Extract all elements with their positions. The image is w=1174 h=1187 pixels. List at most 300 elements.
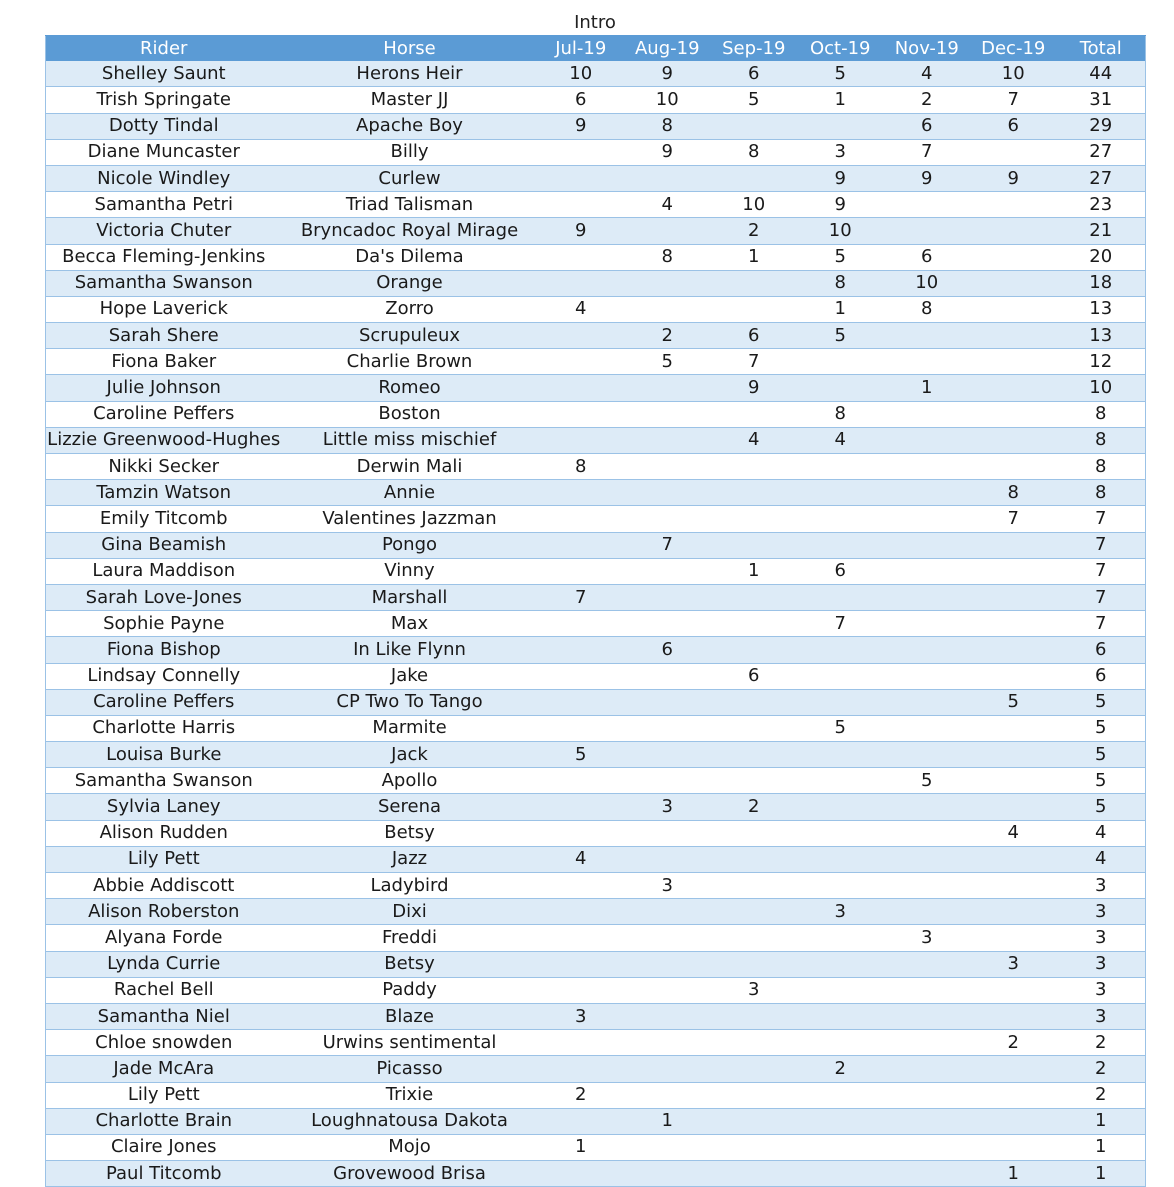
total-cell: 5 — [1057, 715, 1146, 741]
table-row — [46, 192, 1146, 218]
table-row — [46, 742, 1146, 768]
oct-19-cell — [797, 951, 884, 977]
total-cell: 6 — [1057, 637, 1146, 663]
horse-cell: Picasso — [282, 1056, 538, 1082]
sep-19-cell — [711, 1056, 798, 1082]
jul-19-cell — [538, 611, 625, 637]
aug-19-cell — [624, 1056, 711, 1082]
horse-cell: Vinny — [282, 558, 538, 584]
rider-cell: Sophie Payne — [46, 611, 282, 637]
dec-19-cell: 4 — [970, 820, 1057, 846]
jul-19-cell — [538, 637, 625, 663]
table-row — [46, 454, 1146, 480]
table-row — [46, 506, 1146, 532]
sep-19-cell: 4 — [711, 427, 798, 453]
table-row — [46, 480, 1146, 506]
nov-19-cell — [884, 480, 971, 506]
aug-19-cell: 6 — [624, 637, 711, 663]
nov-19-cell — [884, 323, 971, 349]
dec-19-cell — [970, 899, 1057, 925]
oct-19-cell — [797, 375, 884, 401]
sep-19-cell — [711, 1030, 798, 1056]
jul-19-cell — [538, 401, 625, 427]
nov-19-cell — [884, 794, 971, 820]
sep-19-cell — [711, 1003, 798, 1029]
nov-19-cell — [884, 1082, 971, 1108]
oct-19-cell: 6 — [797, 558, 884, 584]
rider-cell: Shelley Saunt — [46, 61, 282, 87]
nov-19-cell — [884, 820, 971, 846]
table-row — [46, 87, 1146, 113]
table-body — [46, 61, 1146, 1187]
total-cell: 27 — [1057, 165, 1146, 191]
oct-19-cell: 5 — [797, 244, 884, 270]
dec-19-cell — [970, 584, 1057, 610]
rider-cell: Gina Beamish — [46, 532, 282, 558]
table-row — [46, 637, 1146, 663]
total-cell: 12 — [1057, 349, 1146, 375]
nov-19-cell — [884, 977, 971, 1003]
aug-19-cell — [624, 480, 711, 506]
aug-19-cell — [624, 375, 711, 401]
nov-19-cell — [884, 558, 971, 584]
nov-19-cell — [884, 1003, 971, 1029]
sep-19-cell: 3 — [711, 977, 798, 1003]
rider-cell: Tamzin Watson — [46, 480, 282, 506]
oct-19-cell — [797, 480, 884, 506]
sep-19-cell — [711, 768, 798, 794]
total-cell: 5 — [1057, 794, 1146, 820]
oct-19-cell — [797, 506, 884, 532]
total-cell: 5 — [1057, 742, 1146, 768]
jul-19-cell — [538, 1161, 625, 1187]
sep-19-cell: 6 — [711, 323, 798, 349]
dec-19-cell — [970, 244, 1057, 270]
sep-19-cell — [711, 1161, 798, 1187]
total-cell: 4 — [1057, 846, 1146, 872]
aug-19-cell — [624, 663, 711, 689]
oct-19-cell — [797, 584, 884, 610]
horse-cell: Derwin Mali — [282, 454, 538, 480]
nov-19-cell — [884, 873, 971, 899]
nov-19-cell — [884, 846, 971, 872]
table-title: Intro — [574, 12, 616, 33]
sep-19-cell — [711, 689, 798, 715]
aug-19-cell — [624, 1134, 711, 1160]
aug-19-cell: 1 — [624, 1108, 711, 1134]
table-row — [46, 427, 1146, 453]
dec-19-cell — [970, 139, 1057, 165]
rider-cell: Abbie Addiscott — [46, 873, 282, 899]
rider-cell: Sylvia Laney — [46, 794, 282, 820]
total-cell: 20 — [1057, 244, 1146, 270]
dec-19-cell — [970, 349, 1057, 375]
aug-19-cell — [624, 1082, 711, 1108]
rider-cell: Lindsay Connelly — [46, 663, 282, 689]
horse-cell: Urwins sentimental — [282, 1030, 538, 1056]
sep-19-cell — [711, 532, 798, 558]
table-row — [46, 323, 1146, 349]
nov-19-cell — [884, 637, 971, 663]
dec-19-cell — [970, 296, 1057, 322]
dec-19-cell: 5 — [970, 689, 1057, 715]
rider-cell: Samantha Swanson — [46, 270, 282, 296]
sep-19-cell — [711, 270, 798, 296]
results-table — [45, 35, 1146, 1187]
table-row — [46, 1161, 1146, 1187]
oct-19-cell — [797, 768, 884, 794]
horse-cell: Little miss mischief — [282, 427, 538, 453]
dec-19-cell: 10 — [970, 61, 1057, 87]
dec-19-cell — [970, 663, 1057, 689]
oct-19-cell: 8 — [797, 270, 884, 296]
jul-19-cell: 10 — [538, 61, 625, 87]
jul-19-cell — [538, 1056, 625, 1082]
jul-19-cell: 6 — [538, 87, 625, 113]
aug-19-cell — [624, 768, 711, 794]
horse-cell: Blaze — [282, 1003, 538, 1029]
dec-19-cell — [970, 1082, 1057, 1108]
column-header-nov-19: Nov-19 — [884, 36, 971, 62]
table-row — [46, 820, 1146, 846]
sep-19-cell: 5 — [711, 87, 798, 113]
rider-cell: Fiona Bishop — [46, 637, 282, 663]
horse-cell: Max — [282, 611, 538, 637]
sep-19-cell: 6 — [711, 663, 798, 689]
total-cell: 10 — [1057, 375, 1146, 401]
oct-19-cell: 5 — [797, 61, 884, 87]
total-cell: 13 — [1057, 296, 1146, 322]
oct-19-cell — [797, 637, 884, 663]
table-row — [46, 244, 1146, 270]
jul-19-cell — [538, 715, 625, 741]
oct-19-cell — [797, 349, 884, 375]
nov-19-cell: 2 — [884, 87, 971, 113]
rider-cell: Lily Pett — [46, 846, 282, 872]
aug-19-cell: 9 — [624, 139, 711, 165]
total-cell: 23 — [1057, 192, 1146, 218]
nov-19-cell — [884, 689, 971, 715]
oct-19-cell — [797, 1003, 884, 1029]
rider-cell: Rachel Bell — [46, 977, 282, 1003]
jul-19-cell — [538, 768, 625, 794]
horse-cell: Pongo — [282, 532, 538, 558]
sep-19-cell: 2 — [711, 218, 798, 244]
jul-19-cell: 4 — [538, 846, 625, 872]
sep-19-cell — [711, 715, 798, 741]
oct-19-cell — [797, 454, 884, 480]
horse-cell: Trixie — [282, 1082, 538, 1108]
aug-19-cell: 8 — [624, 113, 711, 139]
table-row — [46, 1030, 1146, 1056]
rider-cell: Nikki Secker — [46, 454, 282, 480]
dec-19-cell — [970, 637, 1057, 663]
nov-19-cell — [884, 506, 971, 532]
total-cell: 1 — [1057, 1108, 1146, 1134]
oct-19-cell: 3 — [797, 899, 884, 925]
table-row — [46, 1134, 1146, 1160]
dec-19-cell — [970, 218, 1057, 244]
oct-19-cell: 10 — [797, 218, 884, 244]
sep-19-cell — [711, 899, 798, 925]
total-cell: 8 — [1057, 480, 1146, 506]
aug-19-cell — [624, 742, 711, 768]
nov-19-cell — [884, 899, 971, 925]
nov-19-cell: 5 — [884, 768, 971, 794]
table-row — [46, 846, 1146, 872]
jul-19-cell — [538, 820, 625, 846]
rider-cell: Louisa Burke — [46, 742, 282, 768]
jul-19-cell — [538, 558, 625, 584]
horse-cell: Billy — [282, 139, 538, 165]
jul-19-cell: 5 — [538, 742, 625, 768]
jul-19-cell — [538, 244, 625, 270]
jul-19-cell — [538, 873, 625, 899]
rider-cell: Jade McAra — [46, 1056, 282, 1082]
column-header-dec-19: Dec-19 — [970, 36, 1057, 62]
aug-19-cell — [624, 977, 711, 1003]
horse-cell: Freddi — [282, 925, 538, 951]
oct-19-cell — [797, 1108, 884, 1134]
horse-cell: Master JJ — [282, 87, 538, 113]
horse-cell: Betsy — [282, 820, 538, 846]
column-header-sep-19: Sep-19 — [711, 36, 798, 62]
rider-cell: Caroline Peffers — [46, 401, 282, 427]
rider-cell: Charlotte Brain — [46, 1108, 282, 1134]
total-cell: 7 — [1057, 532, 1146, 558]
table-row — [46, 611, 1146, 637]
aug-19-cell — [624, 218, 711, 244]
horse-cell: Dixi — [282, 899, 538, 925]
dec-19-cell: 3 — [970, 951, 1057, 977]
dec-19-cell — [970, 532, 1057, 558]
rider-cell: Chloe snowden — [46, 1030, 282, 1056]
total-cell: 8 — [1057, 427, 1146, 453]
nov-19-cell: 4 — [884, 61, 971, 87]
horse-cell: Paddy — [282, 977, 538, 1003]
dec-19-cell — [970, 375, 1057, 401]
horse-cell: Boston — [282, 401, 538, 427]
aug-19-cell: 2 — [624, 323, 711, 349]
aug-19-cell — [624, 1161, 711, 1187]
sep-19-cell — [711, 296, 798, 322]
jul-19-cell — [538, 794, 625, 820]
oct-19-cell — [797, 925, 884, 951]
total-cell: 21 — [1057, 218, 1146, 244]
oct-19-cell — [797, 846, 884, 872]
table-row — [46, 977, 1146, 1003]
horse-cell: Da's Dilema — [282, 244, 538, 270]
aug-19-cell — [624, 558, 711, 584]
sep-19-cell — [711, 611, 798, 637]
column-header-total: Total — [1057, 36, 1146, 62]
nov-19-cell — [884, 715, 971, 741]
oct-19-cell: 9 — [797, 165, 884, 191]
dec-19-cell — [970, 611, 1057, 637]
nov-19-cell — [884, 218, 971, 244]
table-row — [46, 663, 1146, 689]
rider-cell: Nicole Windley — [46, 165, 282, 191]
sep-19-cell: 10 — [711, 192, 798, 218]
total-cell: 7 — [1057, 584, 1146, 610]
aug-19-cell: 5 — [624, 349, 711, 375]
table-row — [46, 1108, 1146, 1134]
rider-cell: Lizzie Greenwood-Hughes — [46, 427, 282, 453]
rider-cell: Samantha Niel — [46, 1003, 282, 1029]
rider-cell: Caroline Peffers — [46, 689, 282, 715]
aug-19-cell — [624, 689, 711, 715]
horse-cell: Betsy — [282, 951, 538, 977]
oct-19-cell: 3 — [797, 139, 884, 165]
total-cell: 1 — [1057, 1161, 1146, 1187]
oct-19-cell — [797, 977, 884, 1003]
nov-19-cell: 8 — [884, 296, 971, 322]
horse-cell: Apollo — [282, 768, 538, 794]
table-row — [46, 349, 1146, 375]
dec-19-cell: 8 — [970, 480, 1057, 506]
sep-19-cell: 9 — [711, 375, 798, 401]
horse-cell: Valentines Jazzman — [282, 506, 538, 532]
aug-19-cell — [624, 820, 711, 846]
oct-19-cell — [797, 1134, 884, 1160]
nov-19-cell: 7 — [884, 139, 971, 165]
oct-19-cell: 1 — [797, 296, 884, 322]
table-row — [46, 61, 1146, 87]
rider-cell: Fiona Baker — [46, 349, 282, 375]
rider-cell: Samantha Petri — [46, 192, 282, 218]
sep-19-cell — [711, 846, 798, 872]
jul-19-cell: 8 — [538, 454, 625, 480]
column-header-horse: Horse — [282, 36, 538, 62]
total-cell: 5 — [1057, 689, 1146, 715]
oct-19-cell — [797, 742, 884, 768]
sep-19-cell: 6 — [711, 61, 798, 87]
sep-19-cell: 2 — [711, 794, 798, 820]
table-row — [46, 139, 1146, 165]
total-cell: 27 — [1057, 139, 1146, 165]
oct-19-cell — [797, 794, 884, 820]
horse-cell: Mojo — [282, 1134, 538, 1160]
aug-19-cell — [624, 611, 711, 637]
sep-19-cell — [711, 401, 798, 427]
horse-cell: Grovewood Brisa — [282, 1161, 538, 1187]
jul-19-cell — [538, 977, 625, 1003]
horse-cell: CP Two To Tango — [282, 689, 538, 715]
sep-19-cell — [711, 165, 798, 191]
rider-cell: Paul Titcomb — [46, 1161, 282, 1187]
table-row — [46, 689, 1146, 715]
dec-19-cell: 7 — [970, 506, 1057, 532]
sep-19-cell — [711, 454, 798, 480]
oct-19-cell — [797, 113, 884, 139]
table-row — [46, 296, 1146, 322]
aug-19-cell — [624, 401, 711, 427]
oct-19-cell — [797, 532, 884, 558]
nov-19-cell — [884, 1056, 971, 1082]
sep-19-cell — [711, 820, 798, 846]
sep-19-cell — [711, 584, 798, 610]
total-cell: 2 — [1057, 1056, 1146, 1082]
sep-19-cell — [711, 951, 798, 977]
rider-cell: Lynda Currie — [46, 951, 282, 977]
jul-19-cell — [538, 951, 625, 977]
nov-19-cell — [884, 663, 971, 689]
dec-19-cell — [970, 401, 1057, 427]
aug-19-cell — [624, 427, 711, 453]
table-row — [46, 584, 1146, 610]
sep-19-cell — [711, 1108, 798, 1134]
sep-19-cell — [711, 113, 798, 139]
aug-19-cell: 8 — [624, 244, 711, 270]
dec-19-cell — [970, 977, 1057, 1003]
table-row — [46, 165, 1146, 191]
oct-19-cell — [797, 689, 884, 715]
oct-19-cell: 5 — [797, 323, 884, 349]
total-cell: 1 — [1057, 1134, 1146, 1160]
sep-19-cell: 7 — [711, 349, 798, 375]
aug-19-cell: 9 — [624, 61, 711, 87]
horse-cell: Zorro — [282, 296, 538, 322]
nov-19-cell — [884, 192, 971, 218]
jul-19-cell: 9 — [538, 113, 625, 139]
jul-19-cell — [538, 349, 625, 375]
rider-cell: Hope Laverick — [46, 296, 282, 322]
nov-19-cell — [884, 401, 971, 427]
table-row — [46, 558, 1146, 584]
rider-cell: Diane Muncaster — [46, 139, 282, 165]
total-cell: 2 — [1057, 1082, 1146, 1108]
dec-19-cell — [970, 715, 1057, 741]
aug-19-cell — [624, 270, 711, 296]
sep-19-cell — [711, 480, 798, 506]
nov-19-cell: 10 — [884, 270, 971, 296]
aug-19-cell — [624, 715, 711, 741]
horse-cell: In Like Flynn — [282, 637, 538, 663]
nov-19-cell: 3 — [884, 925, 971, 951]
table-row — [46, 375, 1146, 401]
nov-19-cell: 6 — [884, 113, 971, 139]
nov-19-cell — [884, 1030, 971, 1056]
horse-cell: Marmite — [282, 715, 538, 741]
jul-19-cell — [538, 1108, 625, 1134]
total-cell: 7 — [1057, 611, 1146, 637]
dec-19-cell: 6 — [970, 113, 1057, 139]
dec-19-cell — [970, 925, 1057, 951]
nov-19-cell — [884, 427, 971, 453]
total-cell: 7 — [1057, 506, 1146, 532]
dec-19-cell — [970, 1108, 1057, 1134]
column-header-rider: Rider — [46, 36, 282, 62]
aug-19-cell — [624, 951, 711, 977]
dec-19-cell: 9 — [970, 165, 1057, 191]
aug-19-cell — [624, 1030, 711, 1056]
horse-cell: Serena — [282, 794, 538, 820]
total-cell: 7 — [1057, 558, 1146, 584]
jul-19-cell: 1 — [538, 1134, 625, 1160]
total-cell: 3 — [1057, 951, 1146, 977]
total-cell: 3 — [1057, 925, 1146, 951]
total-cell: 13 — [1057, 323, 1146, 349]
jul-19-cell — [538, 480, 625, 506]
dec-19-cell — [970, 1003, 1057, 1029]
jul-19-cell — [538, 323, 625, 349]
table-row — [46, 899, 1146, 925]
sep-19-cell — [711, 637, 798, 663]
horse-cell: Scrupuleux — [282, 323, 538, 349]
oct-19-cell — [797, 820, 884, 846]
dec-19-cell — [970, 768, 1057, 794]
nov-19-cell — [884, 742, 971, 768]
